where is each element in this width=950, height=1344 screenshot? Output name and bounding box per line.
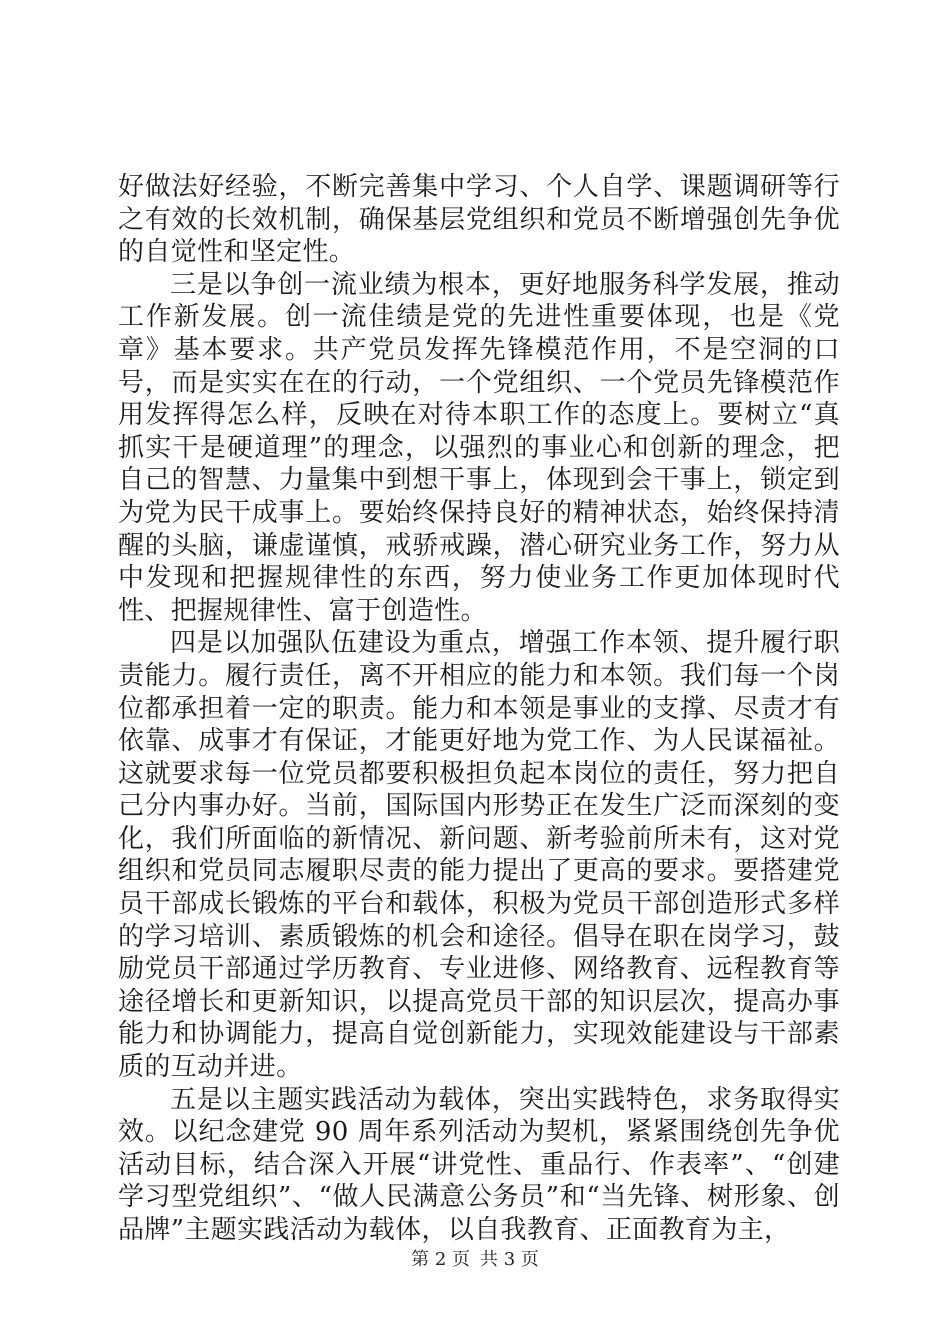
page-footer (0, 1245, 950, 1271)
document-body (118, 171, 840, 1247)
paragraph-three: 三是以争创一流业绩为根本，更好地服务科学发展，推动工作新发展。创一流佳绩是党的先进性重要体现，也是《党章》基本要求。共产党员发挥先锋模范作用，不是空洞的口号，而是实实在在的行动，一个党组织、一个党员先锋模范作用发挥得怎么样，反映在对待本职工作的态度上。要树立“真抓实干是硬道理”的理念，以强烈的事业心和创新的理念，把自己的智慧、力量集中到想干事上，体现到会干事上，锁定到为党为民干成事上。要始终保持良好的精神状态，始终保持清醒的头脑，谦虚谨慎，戒骄戒躁，潜心研究业务工作，努力从中发现和把握规律性的东西，努力使业务工作更加体现时代性、把握规律性、富于创造性。 (118, 269, 840, 626)
page-total: 共 3 页 (480, 1249, 539, 1270)
paragraph-four: 四是以加强队伍建设为重点，增强工作本领、提升履行职责能力。履行责任，离不开相应的能力和本领。我们每一个岗位都承担着一定的职责。能力和本领是事业的支撑、尽责才有依靠、成事才有保证，才能更好地为党工作、为人民谋福祉。这就要求每一位党员都要积极担负起本岗位的责任，努力把自己分内事办好。当前，国际国内形势正在发生广泛而深刻的变化，我们所面临的新情况、新问题、新考验前所未有，这对党组织和党员同志履职尽责的能力提出了更高的要求。要搭建党员干部成长锻炼的平台和载体，积极为党员干部创造形式多样的学习培训、素质锻炼的机会和途径。倡导在职在岗学习，鼓励党员干部通过学历教育、专业进修、网络教育、远程教育等途径增长和更新知识，以提高党员干部的知识层次，提高办事能力和协调能力，提高自觉创新能力，实现效能建设与干部素质的互动并进。 (118, 628, 840, 1083)
paragraph-five: 五是以主题实践活动为载体，突出实践特色，求务取得实效。以纪念建党 90 周年系列活动为契机，紧紧围绕创先争优活动目标，结合深入开展“讲党性、重品行、作表率”、“创建学习型党组织”、“做人民满意公务员”和“当先锋、树形象、创品牌”主题实践活动为载体，以自我教育、正面教育为主， (118, 1084, 840, 1245)
paragraph-continued: 好做法好经验，不断完善集中学习、个人自学、课题调研等行之有效的长效机制，确保基层党组织和党员不断增强创先争优的自觉性和坚定性。 (118, 172, 840, 268)
page-number: 第 2 页 (411, 1249, 470, 1270)
